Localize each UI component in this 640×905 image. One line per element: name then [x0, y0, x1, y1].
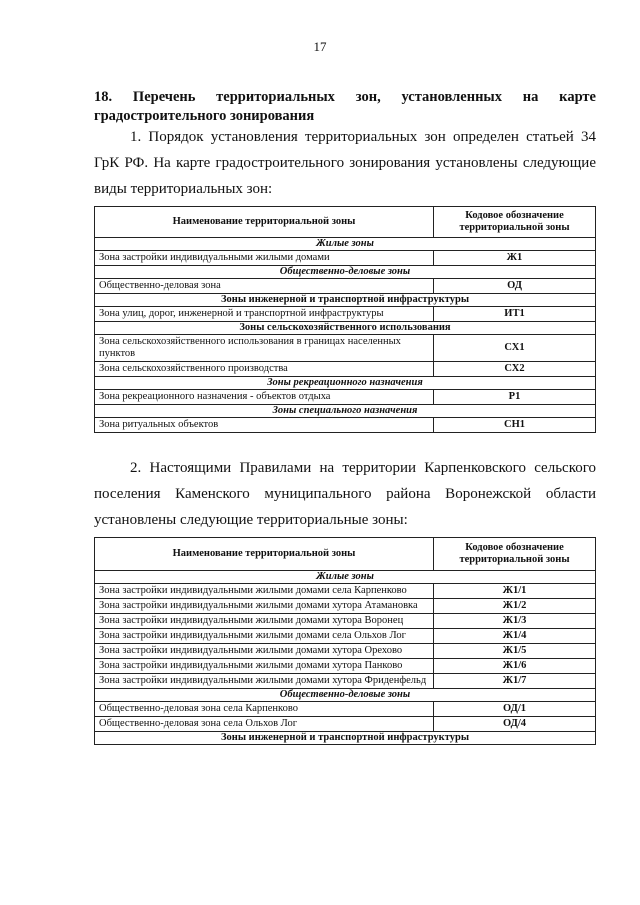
zone-group-row	[95, 732, 596, 745]
table-row	[95, 717, 596, 732]
zone-code-cell: Р1	[434, 390, 596, 405]
zone-code-cell: ОД	[434, 279, 596, 294]
zone-name-cell: Зона застройки индивидуальными жилыми домами села Ольхов Лог	[95, 629, 434, 644]
section-heading: 18. Перечень территориальных зон, установленных на карте градостроительного зонирования	[94, 89, 596, 124]
zone-name-cell: Зона застройки индивидуальными жилыми домами села Карпенково	[95, 584, 434, 599]
table-row	[95, 702, 596, 717]
paragraph-1-line: виды территориальных зон:	[94, 181, 273, 197]
column-header-code: Кодовое обозначение территориальной зоны	[434, 207, 596, 238]
zone-code-cell: Ж1/3	[434, 614, 596, 629]
table-row	[95, 644, 596, 659]
zone-code-cell: СН1	[434, 418, 596, 433]
table-row	[95, 584, 596, 599]
zone-name-cell: Зона застройки индивидуальными жилыми домами хутора Фриденфельд	[95, 674, 434, 689]
zone-name-cell: Зона застройки индивидуальными жилыми домами хутора Атамановка	[95, 599, 434, 614]
paragraph-1-line: 1. Порядок установления территориальных зон определен статьей 34	[130, 129, 596, 145]
paragraph-2	[94, 455, 596, 533]
zones-table-1-body	[95, 238, 596, 433]
page-number: 17	[313, 39, 327, 54]
zone-name-cell: Зона сельскохозяйственного производства	[95, 362, 434, 377]
zones-table-2	[94, 537, 596, 745]
zone-group-row	[95, 322, 596, 335]
table-row	[95, 418, 596, 433]
zone-name-cell: Зона сельскохозяйственного использования в границах населенных пунктов	[95, 335, 434, 362]
table-row	[95, 335, 596, 362]
column-header-name: Наименование территориальной зоны	[95, 207, 434, 238]
zone-name-cell: Зона улиц, дорог, инженерной и транспортной инфраструктуры	[95, 307, 434, 322]
table-row	[95, 251, 596, 266]
zone-group-title: Общественно-деловые зоны	[95, 266, 596, 279]
table-row	[95, 674, 596, 689]
zone-group-title: Зоны инженерной и транспортной инфраструктуры	[95, 294, 596, 307]
zone-name-cell: Зона застройки индивидуальными жилыми домами хутора Панково	[95, 659, 434, 674]
zone-code-cell: Ж1/7	[434, 674, 596, 689]
table-row	[95, 307, 596, 322]
zone-name-cell: Зона ритуальных объектов	[95, 418, 434, 433]
table-row	[95, 629, 596, 644]
zone-code-cell: Ж1/6	[434, 659, 596, 674]
zone-group-title: Общественно-деловые зоны	[95, 689, 596, 702]
zone-group-row	[95, 294, 596, 307]
zone-group-title: Зоны инженерной и транспортной инфраструктуры	[95, 732, 596, 745]
zone-name-cell: Зона застройки индивидуальными жилыми домами хутора Орехово	[95, 644, 434, 659]
zone-group-row	[95, 689, 596, 702]
paragraph-2-line: 2. Настоящими Правилами на территории Карпенковского сельского	[130, 460, 596, 476]
zone-name-cell: Зона застройки индивидуальными жилыми домами хутора Воронец	[95, 614, 434, 629]
zone-name-cell: Общественно-деловая зона	[95, 279, 434, 294]
zone-group-title: Зоны рекреационного назначения	[95, 377, 596, 390]
zone-group-row	[95, 405, 596, 418]
zone-name-cell: Зона рекреационного назначения - объектов отдыха	[95, 390, 434, 405]
zone-code-cell: ОД/4	[434, 717, 596, 732]
zone-group-title: Жилые зоны	[95, 571, 596, 584]
table-row	[95, 599, 596, 614]
zone-code-cell: ИТ1	[434, 307, 596, 322]
table-row	[95, 390, 596, 405]
column-header-name: Наименование территориальной зоны	[95, 538, 434, 571]
zone-group-row	[95, 571, 596, 584]
paragraph-2-line: поселения Каменского муниципального района Воронежской области	[94, 486, 596, 502]
table-header-row	[95, 538, 596, 571]
zone-code-cell: Ж1/4	[434, 629, 596, 644]
zone-code-cell: Ж1/1	[434, 584, 596, 599]
table-row	[95, 659, 596, 674]
zone-code-cell: Ж1/5	[434, 644, 596, 659]
zone-code-cell: СХ2	[434, 362, 596, 377]
zone-code-cell: Ж1	[434, 251, 596, 266]
zone-name-cell: Зона застройки индивидуальными жилыми домами	[95, 251, 434, 266]
zone-group-title: Жилые зоны	[95, 238, 596, 251]
column-header-code: Кодовое обозначение территориальной зоны	[434, 538, 596, 571]
zone-code-cell: СХ1	[434, 335, 596, 362]
paragraph-1	[94, 124, 596, 202]
zone-group-row	[95, 377, 596, 390]
zone-code-cell: Ж1/2	[434, 599, 596, 614]
table-row	[95, 362, 596, 377]
paragraph-1-line: ГрК РФ. На карте градостроительного зонирования установлены следующие	[94, 155, 596, 171]
zones-table-1	[94, 206, 596, 433]
zone-name-cell: Общественно-деловая зона села Ольхов Лог	[95, 717, 434, 732]
table-row	[95, 279, 596, 294]
zone-group-title: Зоны сельскохозяйственного использования	[95, 322, 596, 335]
zones-table-2-body	[95, 571, 596, 745]
table-header-row	[95, 207, 596, 238]
zone-group-row	[95, 238, 596, 251]
zone-group-row	[95, 266, 596, 279]
zone-name-cell: Общественно-деловая зона села Карпенково	[95, 702, 434, 717]
table-row	[95, 614, 596, 629]
zone-code-cell: ОД/1	[434, 702, 596, 717]
zone-group-title: Зоны специального назначения	[95, 405, 596, 418]
paragraph-2-line: установлены следующие территориальные зоны:	[94, 512, 408, 528]
